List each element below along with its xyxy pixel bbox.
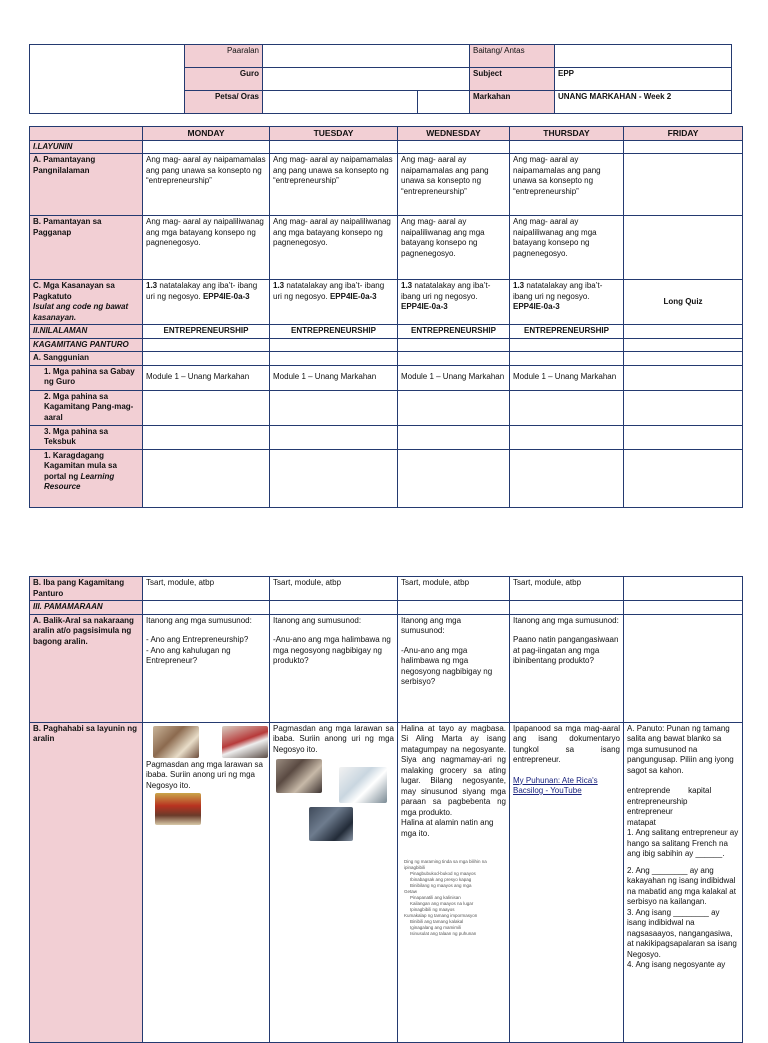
balik-aral-label: A. Balik-Aral sa nakaraang aralin at/o pagsisimula ng bagong aralin.	[30, 614, 143, 722]
store-photo-icon	[222, 726, 268, 758]
baitang-value	[555, 45, 732, 68]
subject-label: Subject	[470, 68, 555, 91]
wed-nilalaman: ENTREPRENEURSHIP	[398, 325, 510, 339]
sanggunian-label: A. Sanggunian	[30, 352, 143, 366]
day-tuesday: TUESDAY	[270, 127, 398, 141]
wed-module: Module 1 – Unang Markahan	[398, 365, 510, 390]
quiz-item-1: 1. Ang salitang entrepreneur ay hango sa salitang French na ang ibig sabihin ay ______.	[627, 828, 739, 858]
thu-a-text: Ang mag- aaral ay naipamamalas ang pang unawa sa konsepto ng “entrepreneurship”	[510, 154, 624, 216]
subject-value: EPP	[555, 68, 732, 91]
mon-nilalaman: ENTREPRENEURSHIP	[143, 325, 270, 339]
mon-paghahabi: Pagmasdan ang mga larawan sa ibaba. Suriin anong uri ng mga Negosyo ito.	[143, 722, 270, 1042]
gabay-guro-label: 1. Mga pahina sa Gabay ng Guro	[30, 365, 143, 390]
fri-paghahabi: A. Panuto: Punan ng tamang salita ang bawat blanko sa mga sumusunod na pangungusap. Piliin ang iyong sagot sa kahon. entreprende kapital entrepreneurship entrepreneur matapat 1. Ang salitang entrepreneur ay hango sa salitang French na ang ibig sabihin ay ______. 2. Ang ________ ay ang kakayahan ng isang indibidwal na mabatid ang mga kalakal at serbisyo na kailangan. 3. Ang isang ________ ay isang indibidwal na nagsasaayos, nangangasiwa, at nakikipagsapalaran sa isang Negosyo. 4. Ang isang negosyante ay	[624, 722, 743, 1042]
thu-b-text: Ang mag- aaral ay naipaliliwanag ang mga batayang konsepo ng pagnenegosyo.	[510, 216, 624, 280]
wed-a-text: Ang mag- aaral ay naipamamalas ang pang unawa sa konsepto ng “entrepreneurship”	[398, 154, 510, 216]
quiz-item-4: 4. Ang isang negosyante ay	[627, 960, 726, 969]
thu-balik-aral: Itanong ang mga sumusunod: Paano natin pangangasiwaan at pag-iingatan ang mga ibinibentang produkto?	[510, 614, 624, 722]
fastfood-photo-icon	[155, 793, 201, 825]
pamamaraan-title: III. PAMAMARAAN	[30, 601, 143, 615]
tue-balik-aral: Itanong ang sumusunod: -Anu-ano ang mga halimbawa ng mga negosyong nagbibigay ng produkto?	[270, 614, 398, 722]
wed-tips-image: Ding ng maraming tinda sa mga bilihin na ipinagbibili Pinagbubukod-bukod ng maayos Ibinabagsak ang presyo kapag Binibilang ng maayos ang mga Getaw Pinapanatili ang kalinisan Kailangan ang maayos na lugar Ipinagbibili ng maayos Kumakalap ng tamang impormasyon Binibili ang tamang kalakal Iginagalang ang mamimili Isinusulat ang talaan ng puhunan	[404, 859, 487, 936]
tue-module: Module 1 – Unang Markahan	[270, 365, 398, 390]
header-table	[29, 44, 732, 114]
day-wednesday: WEDNESDAY	[398, 127, 510, 141]
tue-b-text: Ang mag- aaral ay naipaliliwanag ang mga batayang konsepo ng pagnenegosyo.	[270, 216, 398, 280]
kasanayan-note: Isulat ang code ng bawat kasanayan.	[33, 302, 129, 322]
lesson-table-1	[29, 126, 743, 508]
oras-value	[418, 91, 470, 114]
portal-label-cell	[30, 449, 143, 507]
kasanayan-label: C. Mga Kasanayan sa Pagkatuto	[33, 281, 115, 301]
tue-c-text: 1.3 natatalakay ang iba’t- ibang uri ng negosyo. EPP4IE-0a-3	[270, 280, 398, 325]
iba-pang-kagamitan-label: B. Iba pang Kagamitang Panturo	[30, 577, 143, 601]
mon-c-text: 1.3 natatalakay ang iba’t- ibang uri ng negosyo. EPP4IE-0a-3	[143, 280, 270, 325]
portal-label: 1. Karagdagang Kagamitan mula sa portal ng	[44, 450, 117, 481]
pamantayan-pagganap-label: B. Pamantayan sa Pagganap	[30, 216, 143, 280]
pamantayang-pangnilalaman-label: A. Pamantayang Pangnilalaman	[30, 154, 143, 216]
teksbuk-label: 3. Mga pahina sa Teksbuk	[30, 425, 143, 449]
wed-c-text: 1.3 natatalakay ang iba’t- ibang uri ng negosyo. EPP4IE-0a-3	[398, 280, 510, 325]
mon-module: Module 1 – Unang Markahan	[143, 365, 270, 390]
layunin-title: I.LAYUNIN	[30, 140, 143, 154]
petsa-value	[263, 91, 418, 114]
salon-photo-icon	[309, 807, 353, 841]
word-box: entreprende kapital entrepreneurship entrepreneur matapat	[627, 786, 712, 827]
nilalaman-title: II.NILALAMAN	[30, 325, 143, 339]
day-monday: MONDAY	[143, 127, 270, 141]
guro-label: Guro	[185, 68, 263, 91]
fri-long-quiz: Long Quiz	[624, 280, 743, 325]
wed-tsart: Tsart, module, atbp	[398, 577, 510, 601]
thu-c-text: 1.3 natatalakay ang iba’t- ibang uri ng negosyo. EPP4IE-0a-3	[510, 280, 624, 325]
wed-b-text: Ang mag- aaral ay naipaliliwanag ang mga batayang konsepo ng pagnenegosyo.	[398, 216, 510, 280]
tue-nilalaman: ENTREPRENEURSHIP	[270, 325, 398, 339]
day-friday: FRIDAY	[624, 127, 743, 141]
tue-paghahabi: Pagmasdan ang mga larawan sa ibaba. Suriin anong uri ng mga Negosyo ito.	[270, 722, 398, 1042]
clinic-photo-icon	[339, 767, 387, 803]
youtube-link[interactable]: My Puhunan: Ate Rica's Bacsilog - YouTube	[513, 775, 598, 795]
paghahabi-label: B. Paghahabi sa layunin ng aralin	[30, 722, 143, 1042]
kagamitang-pang-mag-aaral-label: 2. Mga pahina sa Kagamitang Pang-mag-aaral	[30, 390, 143, 425]
thu-nilalaman: ENTREPRENEURSHIP	[510, 325, 624, 339]
paaralan-value	[263, 45, 470, 68]
quiz-item-2: 2. Ang ________ ay ang kakayahan ng isang indibidwal na mabatid ang mga kalakal at serbisyo na kailangan.	[627, 865, 736, 906]
paaralan-label: Paaralan	[185, 45, 263, 68]
kagamitan-title: KAGAMITANG PANTURO	[30, 338, 143, 352]
tue-a-text: Ang mag- aaral ay naipamamalas ang pang unawa sa konsepto ng “entrepreneurship”	[270, 154, 398, 216]
mon-a-text: Ang mag- aaral ay naipamamalas ang pang unawa sa konsepto ng “entrepreneurship”	[143, 154, 270, 216]
grocery-photo-icon	[153, 726, 199, 758]
wed-paghahabi: Halina at tayo ay magbasa. Si Aling Marta ay isang matagumpay na negosyante. Siya ang nagmamay-ari ng malaking grocery sa ating lugar. Bilang negosyante, may sinusunod siyang mga paraan sa pagbebenta ng mga produkto. Halina at alamin natin ang mga ito. Ding ng maraming tinda sa mga bilihin na ipinagbibili Pinagbubukod-bukod ng maayos Ibinabagsak ang presyo kapag Binibilang ng maayos ang mga Getaw Pinapanatili ang kalinisan Kailangan ang maayos na lugar Ipinagbibili ng maayos Kumakalap ng tamang impormasyon Binibili ang tamang kalakal Iginagalang ang mamimili Isinusulat ang talaan ng puhunan	[398, 722, 510, 1042]
lesson-table-2	[29, 576, 743, 1043]
mon-tsart: Tsart, module, atbp	[143, 577, 270, 601]
wed-balik-aral: Itanong ang mga sumusunod: -Anu-ano ang mga halimbawa ng mga negosyong nagbibigay ng serbisyo?	[398, 614, 510, 722]
thu-tsart: Tsart, module, atbp	[510, 577, 624, 601]
quiz-item-3: 3. Ang isang ________ ay isang indibidwal na nagsasaayos, nangangasiwa, at nakikipagsapalaran sa isang Negosyo.	[627, 907, 737, 959]
corner-cell	[30, 127, 143, 141]
day-thursday: THURSDAY	[510, 127, 624, 141]
logo-cell	[30, 45, 185, 114]
markahan-label: Markahan	[470, 91, 555, 114]
kasanayan-label-cell	[30, 280, 143, 325]
baitang-label: Baitang/ Antas	[470, 45, 555, 68]
tue-tsart: Tsart, module, atbp	[270, 577, 398, 601]
petsa-label: Petsa/ Oras	[185, 91, 263, 114]
thu-paghahabi: Ipapanood sa mga mag-aaral ang isang dokumentaryo tungkol sa isang entrepreneur. My Puhunan: Ate Rica's Bacsilog - YouTube	[510, 722, 624, 1042]
repair-shop-photo-icon	[276, 759, 322, 793]
mon-balik-aral: Itanong ang mga sumusunod: - Ano ang Entrepreneurship? - Ano ang kahulugan ng Entrepreneur?	[143, 614, 270, 722]
markahan-value: UNANG MARKAHAN - Week 2	[555, 91, 732, 114]
thu-module: Module 1 – Unang Markahan	[510, 365, 624, 390]
guro-value	[263, 68, 470, 91]
mon-b-text: Ang mag- aaral ay naipaliliwanag ang mga batayang konsepo ng pagnenegosyo.	[143, 216, 270, 280]
learning-resource-label: Learning Resource	[44, 471, 115, 491]
